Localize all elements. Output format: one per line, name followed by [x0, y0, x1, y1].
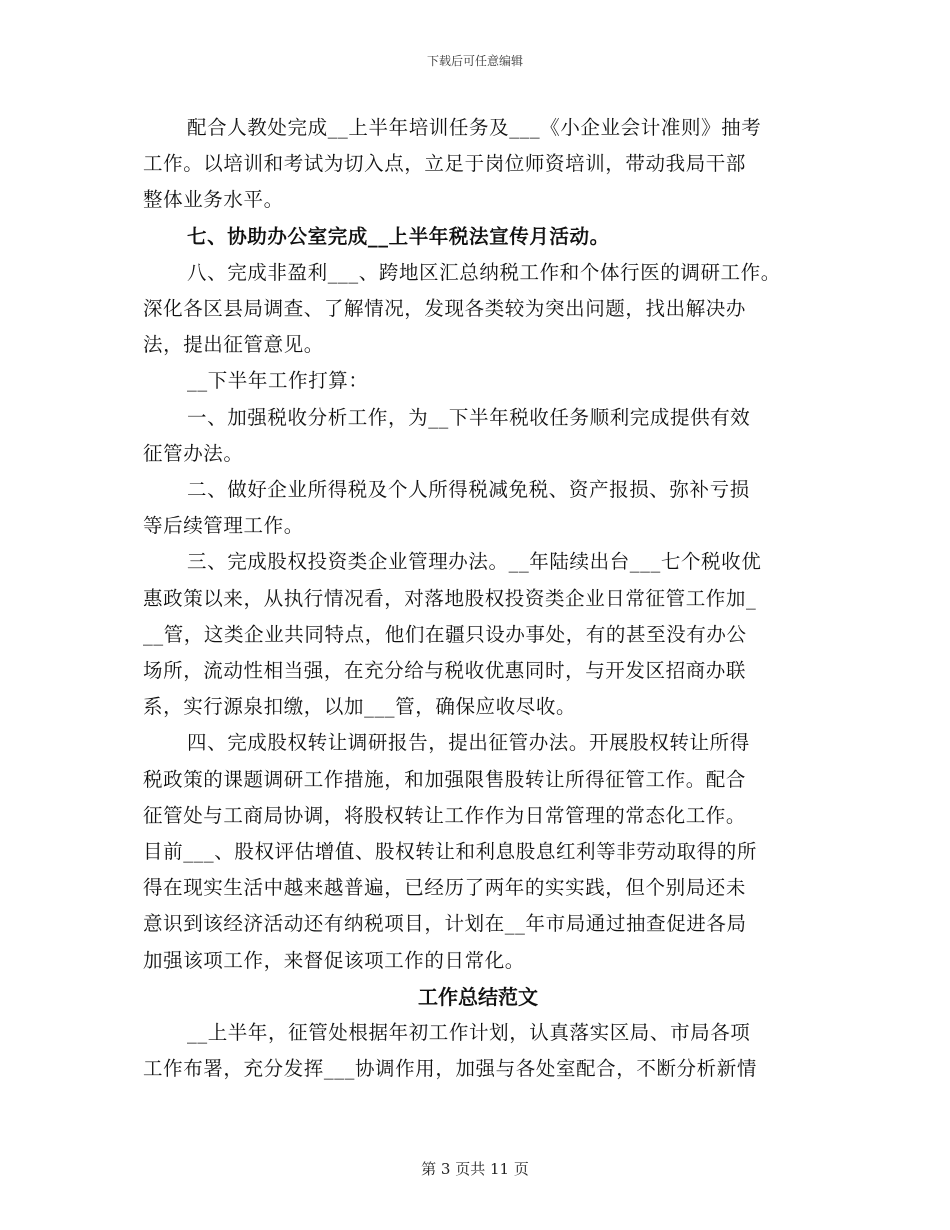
paragraph-line: 八、完成非盈利___、跨地区汇总纳税工作和个体行医的调研工作。 [187, 260, 781, 284]
paragraph-line: 等后续管理工作。 [143, 514, 304, 538]
paragraph-line: __下半年工作打算： [187, 369, 369, 393]
page-footer: 第 3 页共 11 页 [421, 1160, 529, 1178]
paragraph-line: 配合人教处完成__上半年培训任务及___《小企业会计准则》抽考 [187, 116, 762, 139]
paragraph-line: 系，实行源泉扣缴，以加___管，确保应收尽收。 [143, 695, 577, 719]
paragraph-line: 场所，流动性相当强，在充分给与税收优惠同时，与开发区招商办联 [143, 659, 747, 683]
document-title: 工作总结范文 [418, 984, 538, 1009]
page-header: 下载后可任意编辑 [426, 54, 523, 68]
paragraph-line: 得在现实生活中越来越普遍，已经历了两年的实实践，但个别局还未 [143, 876, 747, 900]
paragraph-line: 加强该项工作，来督促该项工作的日常化。 [143, 948, 525, 972]
section-heading: 七、协助办公室完成__上半年税法宣传月活动。 [187, 224, 610, 248]
paragraph-line: 征管处与工商局协调，将股权转让工作作为日常管理的常态化工作。 [143, 803, 747, 827]
paragraph-line: 深化各区县局调查、了解情况，发现各类较为突出问题，找出解决办 [143, 297, 747, 321]
document-body [143, 110, 813, 1087]
paragraph-line: 一、加强税收分析工作，为__下半年税收任务顺利完成提供有效 [187, 405, 751, 429]
paragraph-line: 四、完成股权转让调研报告，提出征管办法。开展股权转让所得 [187, 731, 750, 755]
paragraph-line: 二、做好企业所得税及个人所得税减免税、资产报损、弥补亏损 [187, 478, 750, 502]
paragraph-line: 惠政策以来，从执行情况看，对落地股权投资类企业日常征管工作加_ [143, 586, 757, 610]
paragraph-line: 工作。以培训和考试为切入点，立足于岗位师资培训，带动我局干部 [143, 152, 747, 176]
paragraph-line: 工作布署，充分发挥___协调作用，加强与各处室配合，不断分析新情 [143, 1057, 757, 1081]
paragraph-line: 意识到该经济活动还有纳税项目，计划在__年市局通过抽查促进各局 [143, 912, 747, 936]
paragraph-line: 三、完成股权投资类企业管理办法。__年陆续出台___七个税收优 [187, 550, 762, 574]
paragraph-line: 税政策的课题调研工作措施，和加强限售股转让所得征管工作。配合 [143, 767, 747, 791]
paragraph-line: __上半年，征管处根据年初工作计划，认真落实区局、市局各项 [187, 1021, 751, 1045]
paragraph-line: 征管办法。 [143, 441, 244, 465]
paragraph-line: 目前___、股权评估增值、股权转让和利息股息红利等非劳动取得的所 [143, 840, 757, 864]
paragraph-line: 法，提出征管意见。 [143, 333, 324, 357]
paragraph-line: __管，这类企业共同特点，他们在疆只设办事处，有的甚至没有办公 [143, 622, 747, 646]
paragraph-line: 整体业务水平。 [143, 188, 284, 212]
